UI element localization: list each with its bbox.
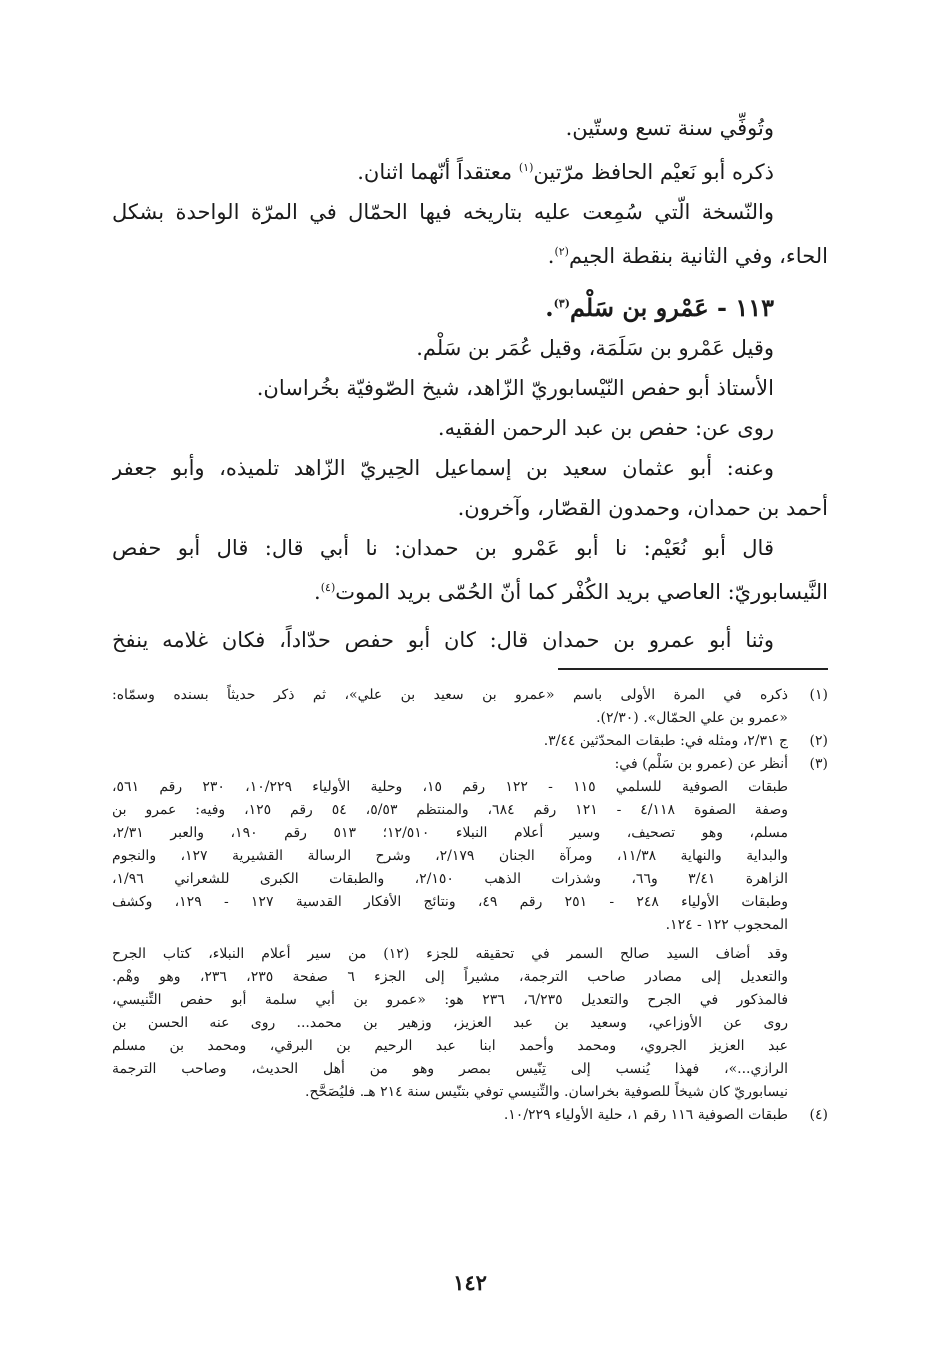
footnote-line: عبد العزيز الجروي، ومحمد وأحمد ابنا عبد الرحيم بن البرقي، ومحمد بن مسلم bbox=[112, 1038, 788, 1054]
text-line: وتُوفِّي سنة تسع وستّين. bbox=[565, 116, 774, 140]
footnote-line: أنظر عن (عمرو بن سَلْم) في: bbox=[614, 756, 788, 772]
footnote-4 bbox=[112, 1104, 828, 1127]
text-line: أحمد بن حمدان، وحمدون القصّار، وآخرون. bbox=[457, 496, 828, 520]
footnote-marker[interactable]: (٢) bbox=[554, 245, 569, 258]
footnote-number: (١) bbox=[809, 687, 828, 703]
footnote-line: المحجوب ١٢٢ - ١٢٤. bbox=[665, 917, 788, 933]
text-line: وقيل عَمْرو بن سَلَمَة، وقيل عُمَر بن سَلْم. bbox=[416, 336, 774, 360]
footnote-line: روى عن الأوزاعي، وسعيد بن عبد العزيز، وزهير بن محمد... روى عنه الحسن بن bbox=[112, 1015, 788, 1031]
text-line: وثنا أبو عمرو بن حمدان قال: كان أبو حفص حدّاداً، فكان غلامه ينفخ bbox=[112, 628, 774, 652]
footnote-line: وصفة الصفوة ٤/١١٨ - ١٢١ رقم ٦٨٤، والمنتظم ٥/٥٣، ٥٤ رقم ١٢٥، وفيه: عمرو بن bbox=[112, 802, 788, 818]
footnote-line: والتعديل إلى مصادر صاحب الترجمة، مشيراً إلى الجزء ٦ صفحة ٢٣٥، ٢٣٦، وهو وهْم. bbox=[112, 969, 788, 985]
footnote-marker[interactable]: (٣) bbox=[553, 297, 570, 310]
footnote-marker[interactable]: (٤) bbox=[320, 581, 336, 594]
text-line: النَّيسابوريّ: العاصي بريد الكُفْر كما أنّ الحُمّى بريد الموت$^{(٤)}$. bbox=[314, 580, 828, 604]
text-line: ذكره أبو نَعيْم الحافظ مرّتين$^{(١)}$ معتقداً أنّهما اثنان. bbox=[357, 160, 774, 184]
footnote-line: ذكره في المرة الأولى باسم «عمرو بن سعيد بن علي»، ثم ذكر حديثاً بسنده وسمّاه: bbox=[112, 687, 788, 703]
footnote-line: والبداية والنهاية ١١/٣٨، ومرآة الجنان ٢/١٧٩، وشرح الرسالة القشيرية ١٢٧، والنجوم bbox=[112, 848, 788, 864]
footnote-separator bbox=[558, 668, 828, 670]
page-number: ١٤٢ bbox=[453, 1270, 487, 1295]
text-line: والنّسخة الّتي سُمِعت عليه بتاريخه فيها الحمّال في المرّة الواحدة بشكل bbox=[112, 200, 774, 224]
text-line: قال أبو نُعَيْم: نا أبو عَمْرو بن حمدان: نا أبي قال: قال أبو حفص bbox=[112, 536, 774, 560]
footnote-line: وقد أضاف السيد صالح السمر في تحقيقه للجزء (١٢) من سير أعلام النبلاء، كتاب الجرح bbox=[112, 946, 788, 962]
footnote-line: الرازي...»، فهذا يُنسب إلى تِنّيس بمصر وهو من أهل الحديث، وصاحب الترجمة bbox=[112, 1061, 788, 1077]
footnote-number: (٣) bbox=[809, 756, 828, 772]
footnote-line: مسلم، وهو تصحيف، وسير أعلام النبلاء ١٢/٥١٠؛ ٥١٣ رقم ١٩٠، والعبر ٢/٣١، bbox=[112, 825, 788, 841]
footnote-number: (٤) bbox=[809, 1107, 828, 1123]
footnote-2 bbox=[112, 730, 828, 753]
footnote-line: «عمرو بن علي الحمّال». (٢/٣٠). bbox=[596, 710, 788, 726]
main-text bbox=[112, 108, 828, 660]
text-line: الحاء، وفي الثانية بنقطة الجيم$^{(٢)}$. bbox=[547, 244, 828, 268]
footnote-line: طبقات الصوفية ١١٦ رقم ١، حلية الأولياء ١٠/٢٢٩. bbox=[503, 1107, 788, 1123]
text-line: روى عن: حفص بن عبد الرحمن الفقيه. bbox=[437, 416, 774, 440]
footnotes bbox=[112, 684, 828, 1127]
entry-heading: ١١٣ - عَمْرو بن سَلْم$^{(٣)}$. bbox=[545, 293, 774, 322]
footnote-line: طبقات الصوفية للسلمي ١١٥ - ١٢٢ رقم ١٥، وحلية الأولياء ١٠/٢٢٩، ٢٣٠ رقم ٥٦١، bbox=[112, 779, 788, 795]
text-line: وعنه: أبو عثمان سعيد بن إسماعيل الحِيريّ الزّاهد تلميذه، وأبو جعفر bbox=[112, 456, 774, 480]
footnote-line: فالمذكور في الجرح والتعديل ٦/٢٣٥، ٢٣٦ هو: «عمرو بن أبي سلمة أبو حفص التِّنيسي، bbox=[112, 992, 788, 1008]
footnote-line: ج ٢/٣١، ومثله في: طبقات المحدّثين ٣/٤٤. bbox=[543, 733, 788, 749]
footnote-1 bbox=[112, 684, 828, 730]
text-line: الأستاذ أبو حفص النّيْسابوريّ الزّاهد، شيخ الصّوفيّة بخُراسان. bbox=[256, 376, 774, 400]
footnote-line: نيسابوريّ كان شيخاً للصوفية بخراسان. والتِّنيسي توفي بتنّيس سنة ٢١٤ هـ. فليُصَحَّح. bbox=[305, 1084, 788, 1100]
footnote-number: (٢) bbox=[809, 733, 828, 749]
footnote-marker[interactable]: (١) bbox=[518, 161, 534, 174]
footnote-line: وطبقات الأولياء ٢٤٨ - ٢٥١ رقم ٤٩، ونتائج الأفكار القدسية ١٢٧ - ١٢٩، وكشف bbox=[112, 894, 788, 910]
footnote-3 bbox=[112, 753, 828, 1104]
footnote-line: الزاهرة ٣/٤١ و٦٦، وشذرات الذهب ٢/١٥٠، والطبقات الكبرى للشعراني ١/٩٦، bbox=[112, 871, 788, 887]
